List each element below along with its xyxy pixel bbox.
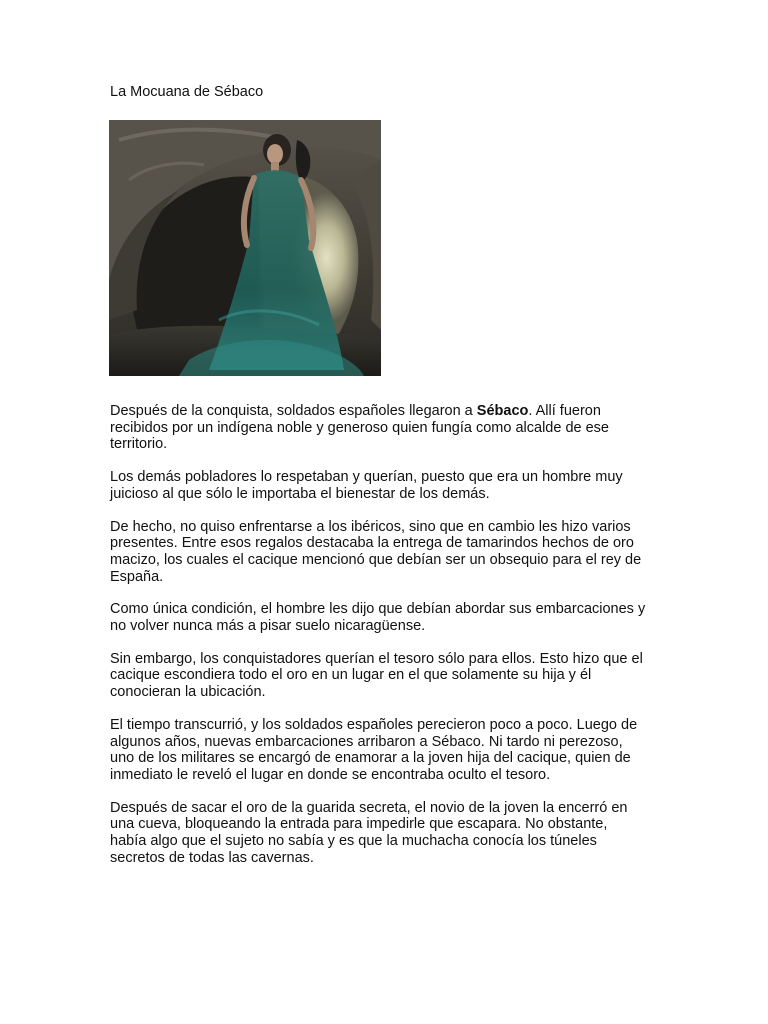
paragraph-7: Después de sacar el oro de la guarida secreta, el novio de la joven la encerró en una cueva, bloqueando la entrada para impedirle que escapara. No obstante, había algo que el sujeto no sabía y es que la muchacha conocía los túneles secretos de todas las cavernas. <box>110 799 628 866</box>
paragraph-1-start: Después de la conquista, soldados españoles llegaron a <box>110 403 477 419</box>
paragraph-1 <box>110 403 665 453</box>
paragraph-1-end: . Allí fueron recibidos por un indígena noble y generoso quien fungía como alcalde de ese territorio. <box>110 403 609 453</box>
cave-illustration <box>109 120 381 376</box>
paragraph-4: Como única condición, el hombre les dijo que debían abordar sus embarcaciones y no volver nunca más a pisar suelo nicaragüense. <box>110 601 646 635</box>
document-title: La Mocuana de Sébaco <box>110 84 264 100</box>
place-name-bold: Sébaco <box>476 403 529 419</box>
paragraph-2: Los demás pobladores lo respetaban y querían, puesto que era un hombre muy juicioso al que sólo le importaba el bienestar de los demás. <box>110 469 623 502</box>
story-body <box>110 403 665 882</box>
woman-in-cave-photo <box>109 120 381 376</box>
paragraph-3: De hecho, no quiso enfrentarse a los ibéricos, sino que en cambio les hizo varios presentes. Entre esos regalos destacaba la entrega de tamarindos hechos de oro macizo, los cuales el cacique mencionó que debían ser un obsequio para el rey de España. <box>110 518 642 585</box>
paragraph-6: El tiempo transcurrió, y los soldados españoles perecieron poco a poco. Luego de algunos años, nuevas embarcaciones arribaron a Sébaco. Ni tardo ni perezoso, uno de los militares se encargó de enamorar a la joven hija del cacique, quien de inmediato le reveló el lugar en donde se encontraba oculto el tesoro. <box>110 716 638 783</box>
paragraph-5: Sin embargo, los conquistadores querían el tesoro sólo para ellos. Esto hizo que el cacique escondiera todo el oro en un lugar en el que solamente su hija y él conocieran la ubicación. <box>110 650 643 701</box>
